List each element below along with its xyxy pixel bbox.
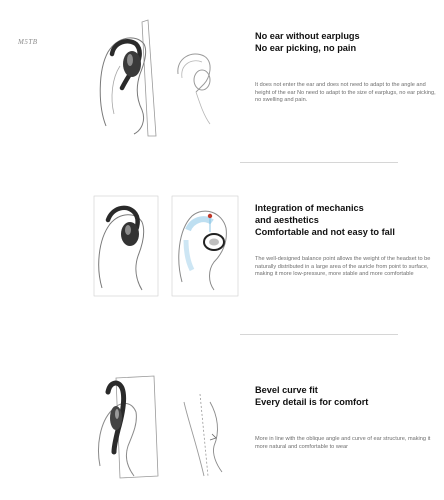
headline-line: Integration of mechanics <box>255 203 364 213</box>
earphone-on-ear-illustration <box>92 18 244 138</box>
section-3-body: More in line with the oblique angle and curve of ear structure, making it more natural and comfortable to wear <box>255 436 431 450</box>
headline-line: No ear picking, no pain <box>255 43 357 53</box>
headline-line: Bevel curve fit <box>255 385 318 395</box>
bevel-curve-illustration <box>92 372 244 484</box>
divider <box>240 334 398 335</box>
section-1-headline <box>255 30 360 54</box>
headline-line: No ear without earplugs <box>255 31 360 41</box>
section-1-body: It does not enter the ear and does not need to adapt to the angle and height of the ear No need to adapt to the size of earplugs, no ear picking, no swelling and pain. <box>255 82 436 104</box>
brand-mark: M5TB <box>18 38 38 46</box>
balance-point-illustration <box>92 190 244 302</box>
section-2-body: The well-designed balance point allows the weight of the headset to be naturally distributed in a large area of the auricle from point to surface, making it more low-pressure, more stable and more comfortable <box>255 256 431 278</box>
headline-line: and aesthetics <box>255 215 319 225</box>
headline-line: Comfortable and not easy to fall <box>255 227 395 237</box>
headline-line: Every detail is for comfort <box>255 397 369 407</box>
divider <box>240 162 398 163</box>
section-2-headline <box>255 202 395 238</box>
section-3-headline <box>255 384 368 408</box>
